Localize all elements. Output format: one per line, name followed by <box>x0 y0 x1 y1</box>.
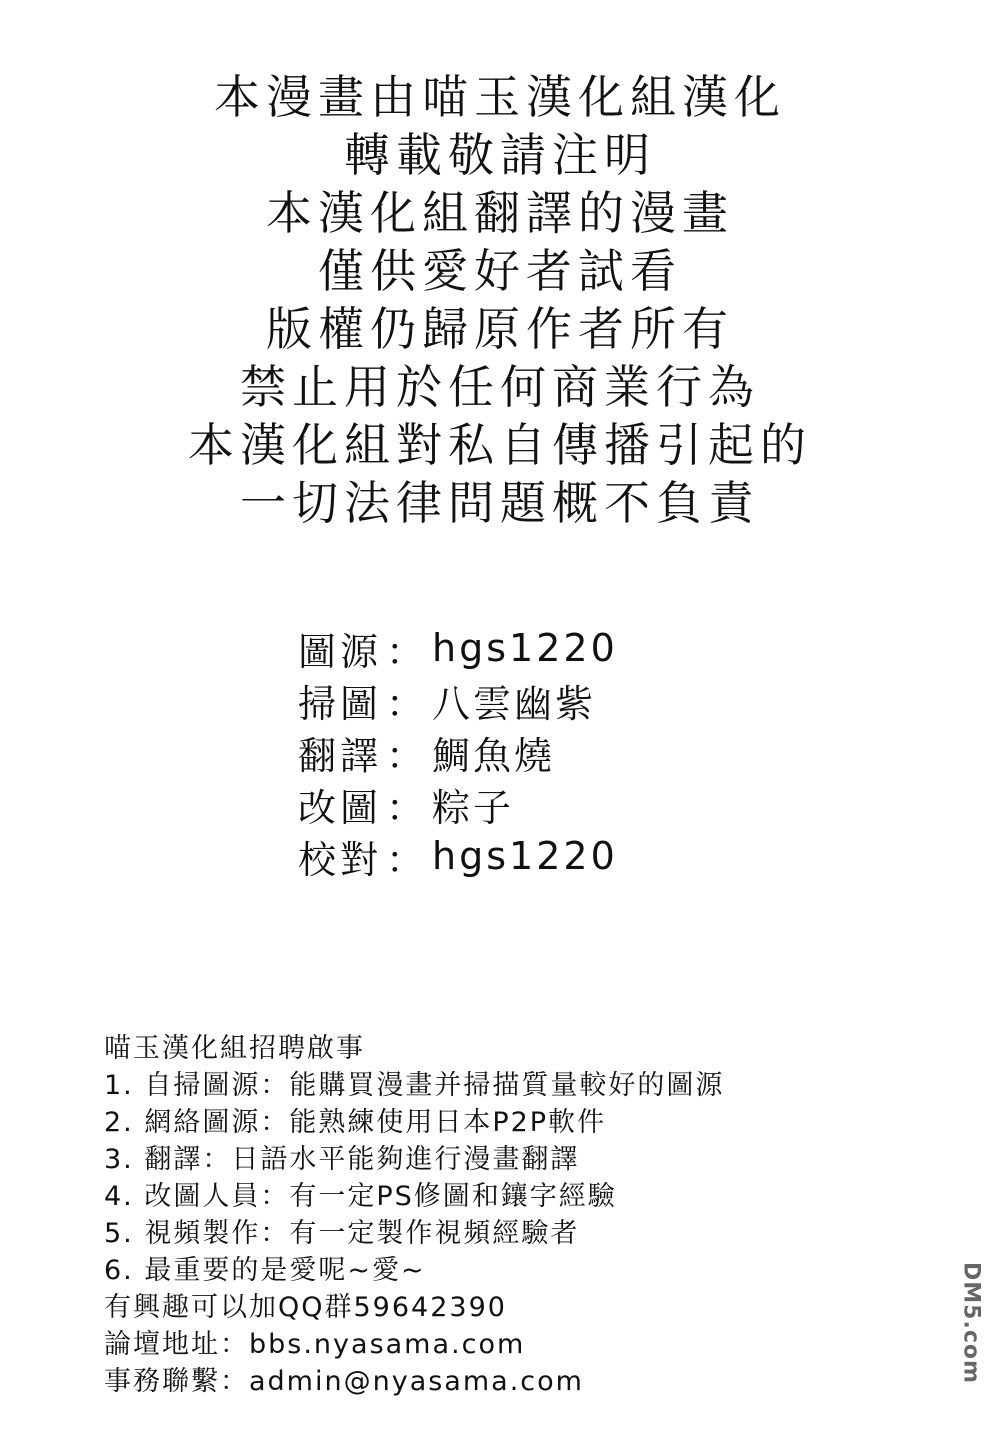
credit-separator: ： <box>386 785 425 830</box>
notice-line: 禁止用於任何商業行為 <box>240 360 760 414</box>
credit-name: 粽子 <box>432 785 515 830</box>
recruitment-title: 喵玉漢化組招聘啟事 <box>104 1033 365 1064</box>
notice-line: 一切法律問題概不負責 <box>240 476 760 530</box>
credit-name: hgs1220 <box>432 834 618 878</box>
credit-role: 圖源 <box>298 629 383 674</box>
credit-row <box>298 726 798 778</box>
contact-email-line: 事務聯繫：admin@nyasama.com <box>104 1366 584 1397</box>
qq-group-line: 有興趣可以加QQ群59642390 <box>104 1292 507 1323</box>
recruitment-item: 5. 視頻製作：有一定製作視頻經驗者 <box>104 1218 580 1249</box>
credit-name: 鯛魚燒 <box>432 733 556 778</box>
notice-line: 版權仍歸原作者所有 <box>266 302 734 356</box>
notice-line: 本漢化組對私自傳播引起的 <box>188 418 812 472</box>
recruitment-item: 4. 改圖人員：有一定PS修圖和鑲字經驗 <box>104 1181 617 1212</box>
credit-name: 八雲幽紫 <box>432 681 597 726</box>
recruitment-item: 3. 翻譯：日語水平能夠進行漫畫翻譯 <box>104 1144 580 1175</box>
credit-row <box>298 674 798 726</box>
credit-row <box>298 622 798 674</box>
credit-row <box>298 830 798 882</box>
credit-row <box>298 778 798 830</box>
credit-separator: ： <box>386 837 425 882</box>
recruitment-item: 2. 網絡圖源：能熟練使用日本P2P軟件 <box>104 1107 607 1138</box>
credit-role: 校對 <box>298 837 383 882</box>
copyright-notice <box>0 68 1000 532</box>
credit-name: hgs1220 <box>432 626 618 670</box>
notice-line: 本漫畫由喵玉漢化組漢化 <box>214 70 786 124</box>
watermark-text: DM5.com <box>958 1262 984 1384</box>
credit-role: 翻譯 <box>298 733 383 778</box>
credit-separator: ： <box>386 681 425 726</box>
forum-address-line: 論壇地址：bbs.nyasama.com <box>104 1329 526 1360</box>
notice-line: 僅供愛好者試看 <box>318 244 682 298</box>
credit-role: 改圖 <box>298 785 383 830</box>
site-watermark <box>956 1262 986 1432</box>
recruitment-item: 6. 最重要的是愛呢~愛~ <box>104 1255 426 1286</box>
credit-separator: ： <box>386 733 425 778</box>
staff-credits <box>298 622 798 882</box>
recruitment-item: 1. 自掃圖源：能購買漫畫并掃描質量較好的圖源 <box>104 1070 725 1101</box>
credit-role: 掃圖 <box>298 681 383 726</box>
notice-line: 本漢化組翻譯的漫畫 <box>266 186 734 240</box>
notice-line: 轉載敬請注明 <box>344 128 656 182</box>
credit-separator: ： <box>386 629 425 674</box>
recruitment-notice <box>104 1030 894 1400</box>
